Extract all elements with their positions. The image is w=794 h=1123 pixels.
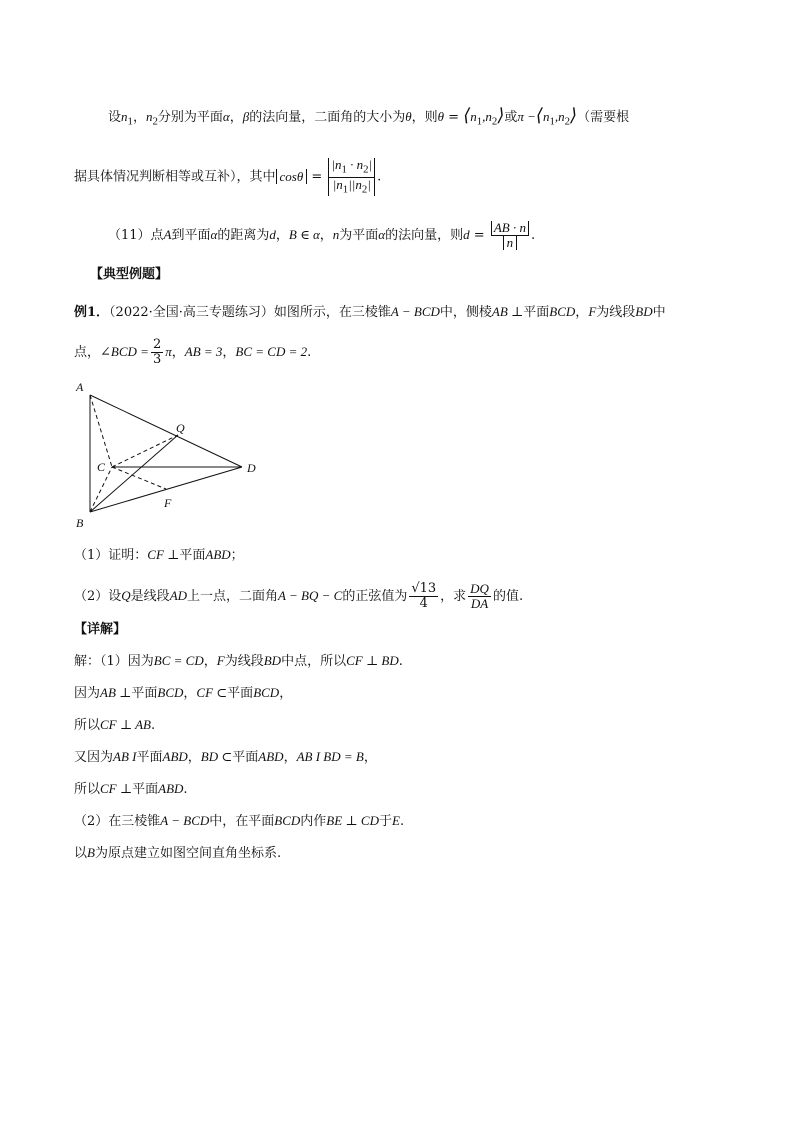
frac-den: $|n_1||n_2|$ <box>332 176 371 196</box>
text: 为平面 <box>339 228 379 243</box>
solution-line-4 <box>74 747 377 768</box>
math: CF ⊥ BD <box>346 653 399 668</box>
math-d: d <box>463 227 470 242</box>
label-B: B <box>76 516 84 530</box>
math: F <box>216 653 225 668</box>
math: BE ⊥ CD <box>326 813 379 828</box>
text: ， <box>229 110 243 125</box>
math-alpha: α <box>222 109 230 124</box>
math: BCD <box>549 304 576 319</box>
text: 上一点，二面角 <box>187 589 279 604</box>
text: 因为 <box>74 686 101 701</box>
edge-CQ <box>112 435 178 467</box>
text: 的值. <box>492 589 524 604</box>
angle-bracket-n1-n2: ⟨ <box>463 105 471 125</box>
math-n1: $n_1$ <box>121 109 133 128</box>
math: BCD <box>157 685 184 700</box>
text: ， <box>363 750 377 765</box>
question-1 <box>74 545 244 566</box>
text: ，则 <box>411 110 438 125</box>
text: 平面 <box>232 750 259 765</box>
frac-den <box>491 236 529 250</box>
text: 如图所示，在三棱锥 <box>273 305 391 320</box>
text: . <box>151 718 156 733</box>
math-n2: $n_2$ <box>145 109 158 128</box>
math: CF ⊂ <box>196 685 228 700</box>
distance-fraction <box>491 221 529 250</box>
question-2 <box>74 582 523 611</box>
example-source: （2022·全国·高三专题练习） <box>109 305 274 320</box>
text: 所以 <box>74 718 101 733</box>
text: 于 <box>378 814 392 829</box>
frac-den: 4 <box>419 596 428 611</box>
math: AB ⊥ <box>100 685 132 700</box>
text: ， <box>132 110 146 125</box>
text: ， <box>279 686 293 701</box>
text: 到平面 <box>171 228 211 243</box>
formula-line-3 <box>108 221 535 250</box>
text: . <box>307 345 312 360</box>
math-beta: β <box>242 109 250 124</box>
solution-line-3 <box>74 715 155 736</box>
label-C: C <box>97 460 106 474</box>
math: CF ⊥ <box>147 547 180 562</box>
math-pi: π − <box>517 109 536 124</box>
formula-line-2 <box>74 158 381 196</box>
text: ， <box>283 750 297 765</box>
frac-den: 3 <box>152 352 162 367</box>
text: 平面 <box>179 548 206 563</box>
text: 内作 <box>300 814 327 829</box>
text: 又因为 <box>74 750 114 765</box>
text: 以 <box>74 846 88 861</box>
math-pi: π <box>165 344 172 359</box>
text: ， <box>203 654 217 669</box>
text: ， <box>183 686 197 701</box>
text: 中 <box>652 305 666 320</box>
text: ； <box>230 548 244 563</box>
section-title: 【典型例题】 <box>90 267 169 282</box>
text: 平面 <box>227 686 254 701</box>
text: . <box>183 782 188 797</box>
text: . <box>398 654 403 669</box>
angle-fraction <box>151 338 163 367</box>
text: = <box>444 110 464 125</box>
math-n1n2: $n_1,n_2$ <box>542 109 571 128</box>
text: 为线段 <box>224 654 264 669</box>
math-theta: θ <box>405 109 412 124</box>
text: （11）点 <box>108 228 164 243</box>
solution-line-5 <box>74 779 188 800</box>
math-n: n <box>332 227 340 242</box>
solution-line-7 <box>74 843 281 864</box>
math: AB I BD = B <box>296 749 364 764</box>
math: A − BCD <box>160 813 210 828</box>
text: 中点，所以 <box>281 654 347 669</box>
math: BCD <box>274 813 301 828</box>
example-line-2 <box>74 338 311 367</box>
solution-line-6 <box>74 811 404 832</box>
math-n1n2: $n_1,n_2$ <box>470 109 498 128</box>
var: n <box>121 109 128 124</box>
example-line-1 <box>74 302 666 323</box>
solution-line-2 <box>74 683 292 704</box>
math: cosθ <box>279 168 304 184</box>
var: n <box>145 109 153 124</box>
math: A − BCD <box>390 304 440 319</box>
frac-num: $|n_1 \cdot n_2|$ <box>331 157 373 176</box>
den-var: n <box>503 235 518 250</box>
example-label: 例1． <box>74 305 110 320</box>
math: AD <box>169 588 188 603</box>
text: （1）证明： <box>74 548 148 563</box>
tetrahedron-figure <box>70 375 270 535</box>
text: 的正弦值为 <box>342 589 408 604</box>
math: B <box>87 845 95 860</box>
text: ， <box>575 305 589 320</box>
text: ， <box>275 228 289 243</box>
frac-den: DA <box>470 596 489 611</box>
ratio-fraction <box>468 582 491 611</box>
math-B-in-alpha: B ∈ α <box>288 227 320 242</box>
formula-line-1 <box>108 105 629 132</box>
math: A − BQ − C <box>278 588 343 603</box>
text: 中，侧棱 <box>439 305 492 320</box>
frac-num: AB · n <box>491 221 529 236</box>
math: E <box>391 813 400 828</box>
label-D: D <box>247 461 256 475</box>
text: ， <box>319 228 333 243</box>
text: 为线段 <box>596 305 636 320</box>
detail-title: 【详解】 <box>74 622 127 637</box>
text: 的法向量，则 <box>385 228 464 243</box>
math: ∠BCD = <box>100 344 149 359</box>
text: ，求 <box>440 589 467 604</box>
text: 平面 <box>132 782 159 797</box>
text: . <box>530 228 536 243</box>
text: 点， <box>74 345 101 360</box>
tetrahedron-svg <box>70 375 270 535</box>
text: 平面 <box>523 305 550 320</box>
math: BC = CD = 2 <box>235 344 308 359</box>
sine-fraction <box>409 582 438 611</box>
math-d: d <box>269 227 276 242</box>
math: ABD <box>205 547 231 562</box>
text: . <box>377 169 382 185</box>
math-alpha: α <box>378 227 386 242</box>
text: ， <box>187 750 201 765</box>
math: AB I <box>113 749 137 764</box>
text: （2）设 <box>74 589 122 604</box>
text: （需要根 <box>577 110 630 125</box>
text: ， <box>171 345 185 360</box>
text: 解：（1）因为 <box>74 654 154 669</box>
math: ABD <box>162 749 188 764</box>
edge-AD <box>90 395 242 467</box>
math: BC = CD <box>153 653 204 668</box>
math-A: A <box>163 227 172 242</box>
text: 为原点建立如图空间直角坐标系. <box>94 846 282 861</box>
text: 中，在平面 <box>209 814 275 829</box>
math: CF ⊥ AB <box>100 717 151 732</box>
math: AB = 3 <box>184 344 223 359</box>
text: ， <box>222 345 236 360</box>
math: BD <box>635 304 653 319</box>
angle-bracket-close: ⟩ <box>497 105 505 125</box>
math: ABD <box>258 749 284 764</box>
text: （2）在三棱锥 <box>74 814 161 829</box>
math: ABD <box>158 781 184 796</box>
math: BCD <box>253 685 280 700</box>
text: 或 <box>504 110 518 125</box>
text: 设 <box>108 110 122 125</box>
frac-num: √13 <box>411 581 437 596</box>
text: 分别为平面 <box>157 110 223 125</box>
frac-num: DQ <box>470 581 489 596</box>
label-F: F <box>164 496 172 510</box>
solution-line-1 <box>74 651 403 672</box>
text: = <box>307 169 327 185</box>
text: 据具体情况判断相等或互补），其中 <box>74 169 276 185</box>
label-Q: Q <box>176 421 185 435</box>
text: 平面 <box>136 750 163 765</box>
text: 的法向量，二面角的大小为 <box>249 110 406 125</box>
text: 的距离为 <box>217 228 270 243</box>
text: . <box>399 814 405 829</box>
angle-bracket-open: ⟨ <box>535 105 543 125</box>
text: 是线段 <box>130 589 170 604</box>
math: Q <box>121 588 131 603</box>
math: CF ⊥ <box>100 781 133 796</box>
abs-cos <box>276 169 308 184</box>
label-A: A <box>76 380 84 394</box>
math: BD ⊂ <box>200 749 233 764</box>
angle-bracket-close: ⟩ <box>570 105 578 125</box>
math: BD <box>263 653 282 668</box>
math-alpha: α <box>210 227 218 242</box>
frac-num: 2 <box>152 337 162 352</box>
text: 所以 <box>74 782 101 797</box>
cos-fraction <box>328 158 375 196</box>
math-theta: θ <box>437 109 445 124</box>
edge-AC <box>90 395 112 467</box>
math: F <box>588 304 597 319</box>
text: 平面 <box>131 686 158 701</box>
text: = <box>469 228 489 243</box>
math: AB ⊥ <box>491 304 524 319</box>
